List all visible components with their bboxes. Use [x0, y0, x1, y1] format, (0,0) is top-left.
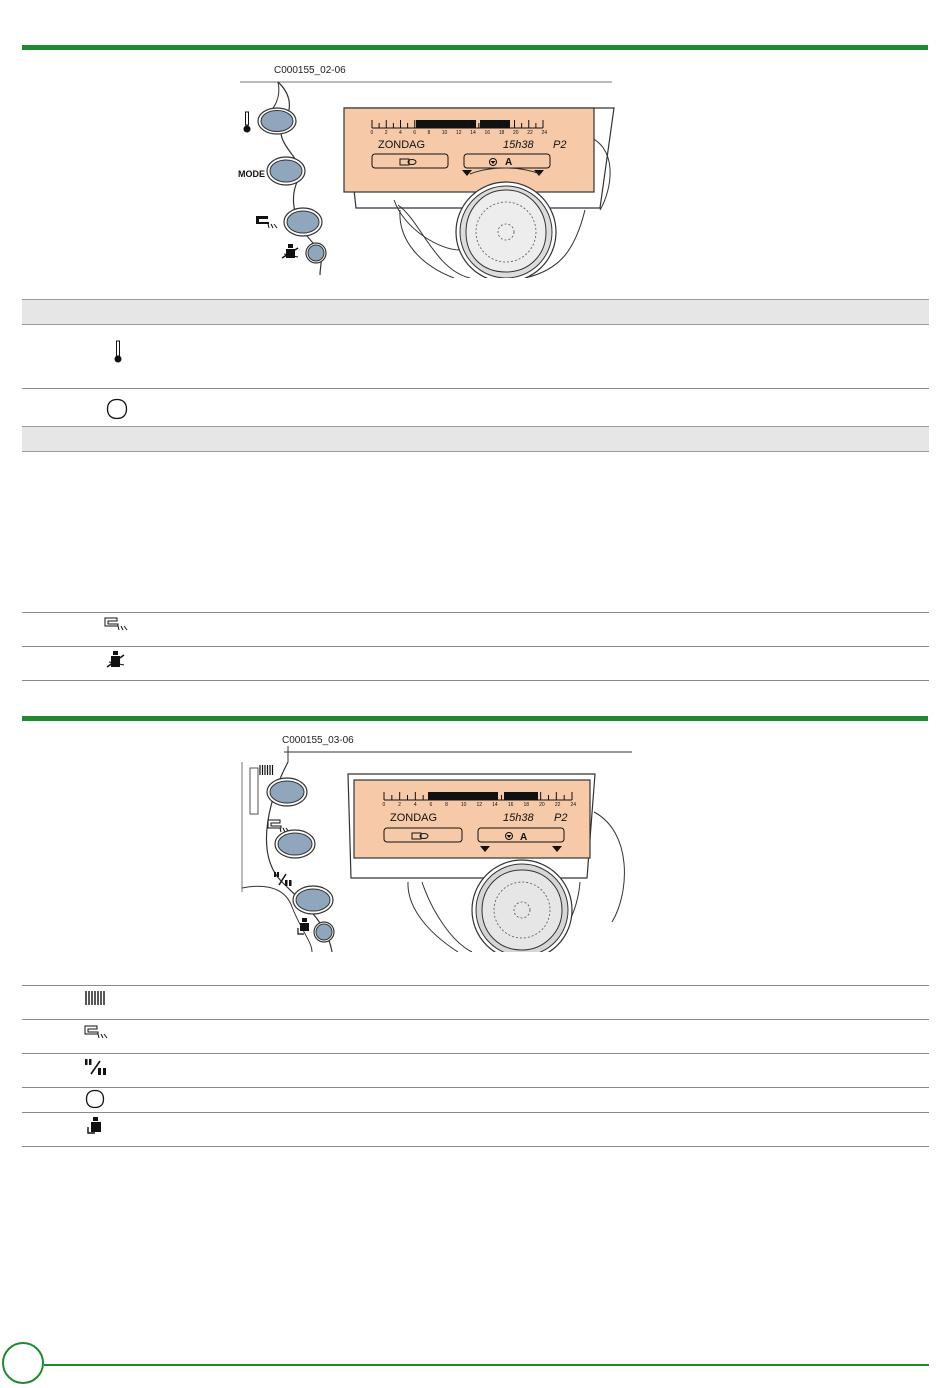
control-panel-drawing — [232, 732, 632, 952]
dhw-tap-icon — [104, 616, 128, 637]
lcd-day: ZONDAG — [390, 812, 438, 824]
hour-tick-label: 2 — [398, 802, 401, 808]
table2-divider — [22, 1112, 929, 1113]
table2-divider — [22, 1053, 929, 1054]
chimney-sweep-icon — [86, 1116, 106, 1141]
top-green-rule — [22, 45, 928, 50]
hour-tick-label: 18 — [498, 130, 505, 136]
hour-tick-label: 20 — [513, 130, 519, 136]
table1-divider — [22, 646, 929, 647]
control-panel-figure-2 — [232, 732, 632, 952]
heating-button[interactable] — [267, 778, 307, 806]
summer-winter-button[interactable] — [293, 886, 333, 914]
hour-tick-label: 0 — [382, 802, 386, 808]
lcd-time: 15h38 — [503, 812, 534, 824]
hour-tick-label: 12 — [476, 802, 483, 808]
mode-label: MODE — [238, 169, 265, 179]
hour-tick-label: 4 — [399, 130, 402, 136]
mode-button[interactable] — [267, 157, 305, 185]
thermometer-button[interactable] — [258, 108, 296, 134]
dhw-button[interactable] — [284, 208, 322, 236]
hour-tick-label: 24 — [541, 130, 548, 136]
table1-bottom-rule — [22, 680, 929, 681]
rotary-knob[interactable] — [456, 182, 556, 278]
dhw-tap-icon — [84, 1024, 108, 1045]
lcd-day: ZONDAG — [378, 139, 426, 151]
chimney-sweep-button[interactable] — [314, 922, 334, 942]
chimney-sweep-icon — [106, 650, 126, 675]
control-panel-figure-1 — [220, 60, 620, 278]
lcd-auto: A — [520, 832, 528, 843]
hour-tick-label: 6 — [429, 802, 433, 808]
figure-caption: C000155_03-06 — [282, 735, 354, 746]
hour-tick-label: 14 — [470, 130, 476, 136]
dhw-tap-icon — [268, 820, 289, 832]
radiator-icon — [84, 990, 106, 1011]
chimney-sweep-button[interactable] — [306, 243, 326, 263]
summer-winter-icon — [84, 1058, 108, 1081]
hour-tick-label: 22 — [527, 130, 533, 136]
rotary-knob[interactable] — [472, 860, 572, 952]
section-green-rule — [22, 716, 928, 721]
thermometer-icon — [244, 112, 251, 133]
table2-top-rule — [22, 985, 929, 986]
hour-tick-label: 12 — [456, 130, 462, 136]
hour-tick-label: 10 — [460, 802, 467, 808]
hour-tick-label: 8 — [445, 802, 448, 808]
hour-tick-label: 18 — [523, 802, 530, 808]
hour-tick-label: 0 — [370, 130, 374, 136]
hour-tick-label: 24 — [570, 802, 577, 808]
hour-tick-label: 14 — [492, 802, 498, 808]
chimney-sweep-icon — [282, 244, 298, 258]
dhw-tap-icon — [256, 216, 277, 228]
lcd-program: P2 — [554, 812, 568, 824]
hour-tick-label: 10 — [441, 130, 448, 136]
table2-divider — [22, 1019, 929, 1020]
rotary-knob-icon — [85, 1089, 105, 1114]
table2-divider — [22, 1087, 929, 1088]
table1-divider — [22, 612, 929, 613]
lcd-time: 15h38 — [503, 139, 534, 151]
hour-tick-label: 6 — [413, 130, 417, 136]
hour-tick-label: 4 — [413, 802, 417, 808]
control-panel-drawing — [220, 60, 620, 278]
hour-tick-label: 20 — [539, 802, 545, 808]
dhw-button[interactable] — [275, 830, 315, 858]
table1-section-band — [22, 426, 929, 452]
footer-green-rule — [44, 1364, 929, 1366]
hour-tick-label: 2 — [384, 130, 388, 136]
summer-winter-icon — [274, 872, 292, 886]
hour-tick-label: 16 — [484, 130, 491, 136]
hour-tick-label: 22 — [554, 802, 561, 808]
radiator-icon — [260, 765, 273, 775]
lcd-program: P2 — [553, 139, 567, 151]
table1-header-band — [22, 299, 929, 325]
thermometer-icon — [112, 340, 124, 369]
hour-tick-label: 8 — [427, 130, 431, 136]
table2-bottom-rule — [22, 1146, 929, 1147]
figure-caption: C000155_02-06 — [274, 65, 346, 76]
lcd-auto: A — [505, 157, 513, 168]
page-number-circle — [2, 1342, 44, 1384]
table1-divider — [22, 388, 929, 389]
rotary-knob-icon — [106, 398, 128, 425]
hour-tick-label: 16 — [507, 802, 514, 808]
